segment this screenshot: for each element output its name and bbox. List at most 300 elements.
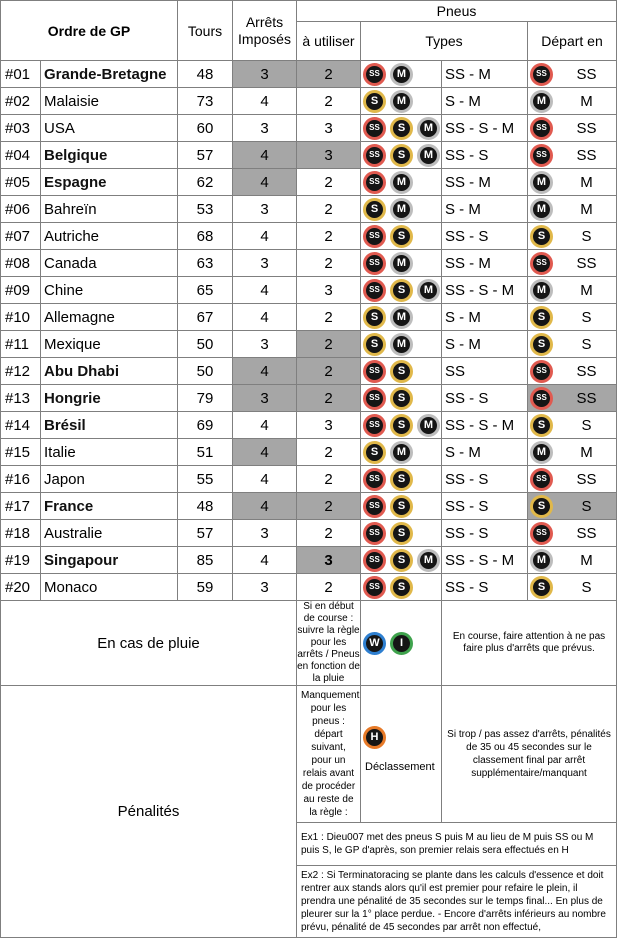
start-tyre-cell xyxy=(528,304,617,331)
missing-tyre-group xyxy=(361,723,441,785)
tyres-to-use-cell: 3 xyxy=(297,115,361,142)
tyre-icons-cell xyxy=(361,466,442,493)
tyre-m-icon: M xyxy=(390,306,413,329)
laps-cell: 69 xyxy=(178,412,233,439)
stops-cell: 3 xyxy=(233,385,297,412)
tyre-s-icon: S xyxy=(390,387,413,410)
gp-name: Chine xyxy=(41,277,178,304)
start-tyre-label: SS xyxy=(576,524,597,542)
start-tyre-cell xyxy=(528,169,617,196)
tyre-icon-group xyxy=(361,169,441,195)
table-row xyxy=(1,574,617,601)
tyre-m-icon: M xyxy=(390,441,413,464)
start-tyre-group xyxy=(528,439,616,465)
tyres-to-use-cell: 2 xyxy=(297,385,361,412)
start-tyre-group xyxy=(528,331,616,357)
table-row xyxy=(1,169,617,196)
start-tyre-cell xyxy=(528,547,617,574)
gp-number: #06 xyxy=(1,196,41,223)
laps-cell: 79 xyxy=(178,385,233,412)
tyres-to-use-cell: 2 xyxy=(297,466,361,493)
gp-number: #20 xyxy=(1,574,41,601)
tyre-h-icon: H xyxy=(363,726,386,749)
tyres-to-use-cell: 3 xyxy=(297,412,361,439)
tyre-types-cell: SS - S xyxy=(442,142,528,169)
tyre-icon-group xyxy=(361,439,441,465)
tyre-types-cell: SS - M xyxy=(442,169,528,196)
tyres-to-use-cell: 2 xyxy=(297,304,361,331)
start-tyre-label: S xyxy=(581,308,592,326)
start-tyre-label: S xyxy=(581,578,592,596)
gp-name: Monaco xyxy=(41,574,178,601)
start-tyre-group xyxy=(528,547,616,573)
tyre-icons-cell xyxy=(361,88,442,115)
tyre-types-cell: SS - S - M xyxy=(442,547,528,574)
penalty-example-2: Ex2 : Si Terminatoracing se plante dans les calculs d'essence et doit rentrer aux stands alors qu'il est premier pour refaire le plein, il prendra une pénalité de 35 secondes sur le temps final... En plus de pleurer sur la 1° place perdue. - Encore d'arrêts inférieurs au nombre prévu, pénalité de 45 secondes par arrêt non effectué, xyxy=(297,866,617,938)
tyre-s-icon: S xyxy=(390,225,413,248)
stops-cell: 4 xyxy=(233,223,297,250)
tyre-ss-icon: SS xyxy=(363,522,386,545)
laps-cell: 73 xyxy=(178,88,233,115)
tyre-s-icon: S xyxy=(363,306,386,329)
tyre-m-icon: M xyxy=(417,117,440,140)
tyres-to-use-cell: 3 xyxy=(297,142,361,169)
tyre-s-icon: S xyxy=(390,144,413,167)
tyre-s-icon: S xyxy=(363,90,386,113)
start-tyre-s-icon: S xyxy=(530,414,553,437)
gp-name: Abu Dhabi xyxy=(41,358,178,385)
start-tyre-s-icon: S xyxy=(530,495,553,518)
tyre-icon-group xyxy=(361,520,441,546)
tyre-icon-group xyxy=(361,385,441,411)
tyres-to-use-cell: 3 xyxy=(297,277,361,304)
start-tyre-ss-icon: SS xyxy=(530,360,553,383)
gp-number: #19 xyxy=(1,547,41,574)
tyre-icons-cell xyxy=(361,547,442,574)
tyre-icons-cell xyxy=(361,115,442,142)
start-tyre-group xyxy=(528,277,616,303)
gp-name: Canada xyxy=(41,250,178,277)
tyre-types-cell: S - M xyxy=(442,196,528,223)
table-row xyxy=(1,223,617,250)
gp-number: #04 xyxy=(1,142,41,169)
laps-cell: 57 xyxy=(178,142,233,169)
penalty-example-1: Ex1 : Dieu007 met des pneus S puis M au lieu de M puis SS ou M puis S, le GP d'après, son premier relais sera effectués en H xyxy=(297,823,617,866)
stops-cell: 3 xyxy=(233,574,297,601)
stops-cell: 4 xyxy=(233,412,297,439)
start-tyre-s-icon: S xyxy=(530,306,553,329)
tyre-ss-icon: SS xyxy=(363,171,386,194)
tyre-icons-cell xyxy=(361,493,442,520)
tyre-ss-icon: SS xyxy=(363,360,386,383)
gp-number: #15 xyxy=(1,439,41,466)
tyre-s-icon: S xyxy=(363,198,386,221)
tyres-to-use-cell: 3 xyxy=(297,547,361,574)
table-row xyxy=(1,88,617,115)
tyre-m-icon: M xyxy=(417,279,440,302)
tyre-icons-cell xyxy=(361,169,442,196)
start-tyre-cell xyxy=(528,493,617,520)
gp-name: Espagne xyxy=(41,169,178,196)
tyre-icons-cell xyxy=(361,574,442,601)
tyre-types-cell: SS - S - M xyxy=(442,412,528,439)
start-tyre-group xyxy=(528,466,616,492)
tyre-m-icon: M xyxy=(390,90,413,113)
start-tyre-cell xyxy=(528,277,617,304)
tyre-icon-group xyxy=(361,466,441,492)
tyre-s-icon: S xyxy=(390,360,413,383)
start-tyre-ss-icon: SS xyxy=(530,468,553,491)
tyre-icons-cell xyxy=(361,142,442,169)
laps-cell: 50 xyxy=(178,331,233,358)
tyre-icons-cell xyxy=(361,196,442,223)
rain-tyre-group xyxy=(361,630,441,656)
tyre-icon-group xyxy=(361,304,441,330)
gp-number: #08 xyxy=(1,250,41,277)
tyre-types-cell: S - M xyxy=(442,439,528,466)
start-tyre-group xyxy=(528,142,616,168)
tyre-icon-group xyxy=(361,115,441,141)
laps-cell: 85 xyxy=(178,547,233,574)
gp-number: #05 xyxy=(1,169,41,196)
table-row xyxy=(1,493,617,520)
start-tyre-ss-icon: SS xyxy=(530,144,553,167)
gp-name: Italie xyxy=(41,439,178,466)
stops-cell: 4 xyxy=(233,439,297,466)
table-row xyxy=(1,331,617,358)
laps-cell: 68 xyxy=(178,223,233,250)
tyre-types-cell: SS - M xyxy=(442,250,528,277)
start-tyre-label: SS xyxy=(576,254,597,272)
table-row xyxy=(1,385,617,412)
start-tyre-label: SS xyxy=(576,470,597,488)
tyre-types-cell: S - M xyxy=(442,331,528,358)
start-tyre-m-icon: M xyxy=(530,279,553,302)
tyre-icons-cell xyxy=(361,277,442,304)
tyre-icon-group xyxy=(361,574,441,600)
tyre-m-icon: M xyxy=(390,252,413,275)
stops-cell: 4 xyxy=(233,169,297,196)
start-tyre-label: SS xyxy=(576,65,597,83)
start-tyre-cell xyxy=(528,331,617,358)
gp-name: USA xyxy=(41,115,178,142)
penalties-label: Pénalités xyxy=(1,686,297,938)
tyre-types-cell: SS - S - M xyxy=(442,277,528,304)
tyre-icon-group xyxy=(361,250,441,276)
tyre-icons-cell xyxy=(361,304,442,331)
penalties-row xyxy=(1,686,617,823)
table-row xyxy=(1,466,617,493)
start-tyre-m-icon: M xyxy=(530,198,553,221)
tyre-types-cell: S - M xyxy=(442,88,528,115)
tyre-w-icon: W xyxy=(363,632,386,655)
start-tyre-group xyxy=(528,520,616,546)
tyre-s-icon: S xyxy=(390,522,413,545)
stops-cell: 4 xyxy=(233,547,297,574)
table-row xyxy=(1,277,617,304)
tyre-icons-cell xyxy=(361,412,442,439)
tyre-m-icon: M xyxy=(417,549,440,572)
stops-cell: 4 xyxy=(233,466,297,493)
missing-tyre-rule: Manquement pour les pneus : départ suivant, pour un relais avant de procéder au reste de la règle : xyxy=(297,686,361,823)
tyre-m-icon: M xyxy=(417,414,440,437)
start-tyre-cell xyxy=(528,385,617,412)
table-row xyxy=(1,412,617,439)
tyre-icon-group xyxy=(361,331,441,357)
start-tyre-label: M xyxy=(580,200,593,218)
stops-cell: 3 xyxy=(233,196,297,223)
tyre-ss-icon: SS xyxy=(363,576,386,599)
gp-name: Autriche xyxy=(41,223,178,250)
tyre-types-cell: SS - S xyxy=(442,223,528,250)
tyre-icons-cell xyxy=(361,61,442,88)
gp-number: #03 xyxy=(1,115,41,142)
tyres-to-use-cell: 2 xyxy=(297,196,361,223)
gp-number: #13 xyxy=(1,385,41,412)
tyres-to-use-cell: 2 xyxy=(297,358,361,385)
start-tyre-group xyxy=(528,223,616,249)
gp-name: Belgique xyxy=(41,142,178,169)
start-tyre-cell xyxy=(528,115,617,142)
gp-number: #12 xyxy=(1,358,41,385)
tyre-types-cell: SS - S xyxy=(442,385,528,412)
tyre-m-icon: M xyxy=(390,333,413,356)
tyre-types-cell: SS - S - M xyxy=(442,115,528,142)
laps-cell: 65 xyxy=(178,277,233,304)
start-tyre-ss-icon: SS xyxy=(530,117,553,140)
gp-number: #14 xyxy=(1,412,41,439)
stops-cell: 4 xyxy=(233,277,297,304)
gp-name: Malaisie xyxy=(41,88,178,115)
stops-penalty-rule: Si trop / pas assez d'arrêts, pénalités de 35 ou 45 secondes sur le classement final par arrêt supplémentaire/manquant xyxy=(442,686,617,823)
tyre-ss-icon: SS xyxy=(363,387,386,410)
table-row xyxy=(1,547,617,574)
gp-number: #10 xyxy=(1,304,41,331)
start-tyre-cell xyxy=(528,439,617,466)
tyre-ss-icon: SS xyxy=(363,63,386,86)
tyre-s-icon: S xyxy=(390,414,413,437)
start-tyre-cell xyxy=(528,358,617,385)
header-start-on: Départ en xyxy=(528,22,617,61)
start-tyre-cell xyxy=(528,412,617,439)
tyre-icons-cell xyxy=(361,520,442,547)
tyre-types-cell: SS - S xyxy=(442,466,528,493)
start-tyre-ss-icon: SS xyxy=(530,63,553,86)
header-tyres: Pneus xyxy=(297,1,617,22)
tyre-m-icon: M xyxy=(390,63,413,86)
start-tyre-ss-icon: SS xyxy=(530,522,553,545)
start-tyre-cell xyxy=(528,61,617,88)
tyre-m-icon: M xyxy=(390,171,413,194)
header-to-use: à utiliser xyxy=(297,22,361,61)
table-row xyxy=(1,142,617,169)
start-tyre-cell xyxy=(528,196,617,223)
stops-cell: 3 xyxy=(233,250,297,277)
tyre-ss-icon: SS xyxy=(363,144,386,167)
tyre-s-icon: S xyxy=(363,333,386,356)
tyre-types-cell: SS xyxy=(442,358,528,385)
gp-number: #17 xyxy=(1,493,41,520)
start-tyre-label: M xyxy=(580,173,593,191)
tyre-ss-icon: SS xyxy=(363,495,386,518)
tyres-to-use-cell: 2 xyxy=(297,574,361,601)
table-row xyxy=(1,520,617,547)
start-tyre-group xyxy=(528,61,616,87)
tyre-s-icon: S xyxy=(390,117,413,140)
stops-cell: 3 xyxy=(233,331,297,358)
gp-number: #18 xyxy=(1,520,41,547)
start-tyre-group xyxy=(528,493,616,519)
tyre-s-icon: S xyxy=(390,279,413,302)
tyre-icon-group xyxy=(361,88,441,114)
tyre-icons-cell xyxy=(361,358,442,385)
tyre-icon-group xyxy=(361,277,441,303)
start-tyre-label: M xyxy=(580,281,593,299)
tyres-to-use-cell: 2 xyxy=(297,493,361,520)
stops-cell: 4 xyxy=(233,358,297,385)
gp-name: Grande-Bretagne xyxy=(41,61,178,88)
laps-cell: 51 xyxy=(178,439,233,466)
tyre-ss-icon: SS xyxy=(363,252,386,275)
gp-name: Hongrie xyxy=(41,385,178,412)
tyres-to-use-cell: 2 xyxy=(297,88,361,115)
laps-cell: 50 xyxy=(178,358,233,385)
gp-name: Bahreïn xyxy=(41,196,178,223)
start-tyre-m-icon: M xyxy=(530,549,553,572)
gp-name: Australie xyxy=(41,520,178,547)
tyre-ss-icon: SS xyxy=(363,468,386,491)
tyre-icons-cell xyxy=(361,331,442,358)
start-tyre-ss-icon: SS xyxy=(530,252,553,275)
start-tyre-group xyxy=(528,385,616,411)
laps-cell: 48 xyxy=(178,493,233,520)
tyre-s-icon: S xyxy=(390,576,413,599)
tyre-icon-group xyxy=(361,412,441,438)
tyre-ss-icon: SS xyxy=(363,549,386,572)
start-tyre-ss-icon: SS xyxy=(530,387,553,410)
laps-cell: 63 xyxy=(178,250,233,277)
start-tyre-m-icon: M xyxy=(530,171,553,194)
start-tyre-cell xyxy=(528,250,617,277)
tyres-to-use-cell: 2 xyxy=(297,520,361,547)
gp-name: Japon xyxy=(41,466,178,493)
start-tyre-cell xyxy=(528,223,617,250)
tyre-icons-cell xyxy=(361,439,442,466)
table-row xyxy=(1,115,617,142)
table-row xyxy=(1,61,617,88)
start-tyre-group xyxy=(528,250,616,276)
start-tyre-label: S xyxy=(581,227,592,245)
header-stops-imposed: Arrêts Imposés xyxy=(233,1,297,61)
tyre-m-icon: M xyxy=(390,198,413,221)
tyre-icons-cell xyxy=(361,385,442,412)
start-tyre-group xyxy=(528,412,616,438)
start-tyre-m-icon: M xyxy=(530,441,553,464)
tyre-ss-icon: SS xyxy=(363,117,386,140)
stops-cell: 3 xyxy=(233,520,297,547)
tyre-icons-cell xyxy=(361,223,442,250)
tyres-to-use-cell: 2 xyxy=(297,169,361,196)
tyre-i-icon: I xyxy=(390,632,413,655)
table-row xyxy=(1,250,617,277)
declassement-label: Déclassement xyxy=(365,761,435,773)
tyre-m-icon: M xyxy=(417,144,440,167)
start-tyre-m-icon: M xyxy=(530,90,553,113)
table-row xyxy=(1,358,617,385)
tyre-s-icon: S xyxy=(390,495,413,518)
header-gp-order: Ordre de GP xyxy=(1,1,178,61)
gp-name: France xyxy=(41,493,178,520)
start-tyre-group xyxy=(528,196,616,222)
gp-number: #11 xyxy=(1,331,41,358)
tyre-types-cell: SS - S xyxy=(442,520,528,547)
gp-number: #02 xyxy=(1,88,41,115)
tyre-icons-cell xyxy=(361,250,442,277)
gp-name: Brésil xyxy=(41,412,178,439)
laps-cell: 53 xyxy=(178,196,233,223)
stops-cell: 4 xyxy=(233,142,297,169)
header-laps: Tours xyxy=(178,1,233,61)
table-row xyxy=(1,196,617,223)
tyre-types-cell: SS - S xyxy=(442,574,528,601)
start-tyre-s-icon: S xyxy=(530,333,553,356)
rain-start-rule: Si en début de course : suivre la règle pour les arrêts / Pneus en fonction de la pluie xyxy=(297,601,360,684)
tyre-types-cell: SS - M xyxy=(442,61,528,88)
stops-cell: 4 xyxy=(233,88,297,115)
stops-cell: 3 xyxy=(233,115,297,142)
tyre-ss-icon: SS xyxy=(363,279,386,302)
start-tyre-group xyxy=(528,115,616,141)
tyres-to-use-cell: 2 xyxy=(297,223,361,250)
start-tyre-s-icon: S xyxy=(530,576,553,599)
start-tyre-cell xyxy=(528,466,617,493)
tyre-icon-group xyxy=(361,223,441,249)
laps-cell: 57 xyxy=(178,520,233,547)
gp-name: Allemagne xyxy=(41,304,178,331)
tyre-types-cell: S - M xyxy=(442,304,528,331)
laps-cell: 59 xyxy=(178,574,233,601)
start-tyre-group xyxy=(528,88,616,114)
tyre-types-cell: SS - S xyxy=(442,493,528,520)
gp-number: #16 xyxy=(1,466,41,493)
start-tyre-group xyxy=(528,169,616,195)
laps-cell: 55 xyxy=(178,466,233,493)
gp-name: Singapour xyxy=(41,547,178,574)
tyre-icon-group xyxy=(361,358,441,384)
start-tyre-cell xyxy=(528,142,617,169)
rain-label: En cas de pluie xyxy=(1,601,297,686)
laps-cell: 62 xyxy=(178,169,233,196)
start-tyre-label: M xyxy=(580,92,593,110)
start-tyre-label: M xyxy=(580,443,593,461)
start-tyre-group xyxy=(528,304,616,330)
table-row xyxy=(1,439,617,466)
tyres-to-use-cell: 2 xyxy=(297,331,361,358)
tyre-icon-group xyxy=(361,61,441,87)
stops-cell: 3 xyxy=(233,61,297,88)
start-tyre-cell xyxy=(528,88,617,115)
tyre-icon-group xyxy=(361,493,441,519)
tyre-icon-group xyxy=(361,547,441,573)
tyre-icon-group xyxy=(361,142,441,168)
laps-cell: 48 xyxy=(178,61,233,88)
header-types: Types xyxy=(361,22,528,61)
start-tyre-group xyxy=(528,574,616,600)
start-tyre-label: S xyxy=(581,497,592,515)
tyre-s-icon: S xyxy=(390,468,413,491)
gp-name: Mexique xyxy=(41,331,178,358)
stops-cell: 4 xyxy=(233,304,297,331)
